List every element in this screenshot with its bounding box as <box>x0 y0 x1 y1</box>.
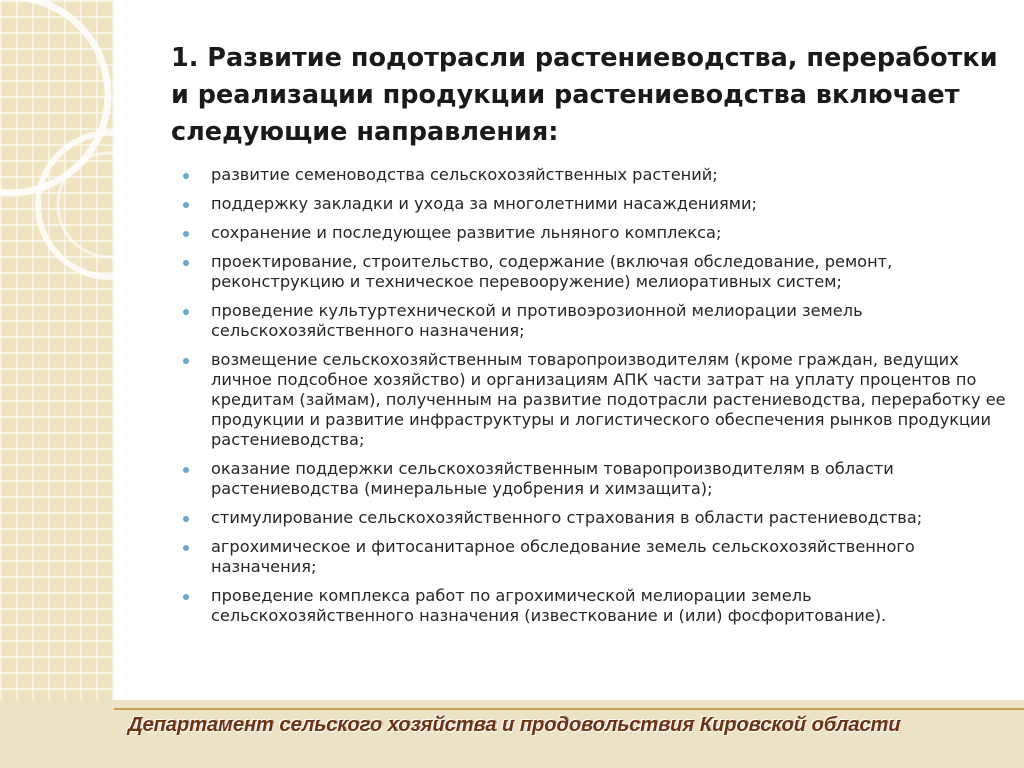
list-item-text: возмещение сельскохозяйственным товаропроизводителям (кроме граждан, ведущих личное подсобное хозяйство) и организациям АПК части затрат на уплату процентов по кредитам (займам), полученным на развитие подотрасли растениеводства, переработку ее продукции и развитие инфраструктуры и логистического обеспечения рынков продукции растениеводства; <box>211 350 1006 449</box>
bullet-icon <box>183 202 189 208</box>
list-item <box>211 223 1011 243</box>
footer-divider <box>114 708 1024 710</box>
directions-list <box>211 165 1011 635</box>
decorative-sidebar <box>0 0 116 768</box>
bullet-icon <box>183 173 189 179</box>
list-item-text: оказание поддержки сельскохозяйственным товаропроизводителям в области растениеводства (минеральные удобрения и химзащита); <box>211 459 894 498</box>
list-item <box>211 252 1011 292</box>
footer-organization: Департамент сельского хозяйства и продовольствия Кировской области <box>128 714 901 736</box>
bullet-icon <box>183 545 189 551</box>
list-item-text: проведение культуртехнической и противоэрозионной мелиорации земель сельскохозяйственного назначения; <box>211 301 863 340</box>
list-item-text: развитие семеноводства сельскохозяйственных растений; <box>211 165 718 184</box>
list-item <box>211 586 1011 626</box>
list-item-text: проектирование, строительство, содержание (включая обследование, ремонт, реконструкцию и техническое перевооружение) мелиоративных систем; <box>211 252 893 291</box>
bullet-icon <box>183 231 189 237</box>
list-item <box>211 459 1011 499</box>
slide-title: 1. Развитие подотрасли растениеводства, переработки и реализации продукции растениеводства включает следующие направления: <box>171 43 998 147</box>
bullet-icon <box>183 309 189 315</box>
bullet-icon <box>183 467 189 473</box>
list-item-text: агрохимическое и фитосанитарное обследование земель сельскохозяйственного назначения; <box>211 537 915 576</box>
list-item <box>211 537 1011 577</box>
bullet-icon <box>183 516 189 522</box>
bullet-icon <box>183 358 189 364</box>
slide-content <box>114 0 1024 700</box>
list-item-text: стимулирование сельскохозяйственного страхования в области растениеводства; <box>211 508 923 527</box>
list-item-text: проведение комплекса работ по агрохимической мелиорации земель сельскохозяйственного назначения (известкование и (или) фосфоритование). <box>211 586 887 625</box>
list-item-text: поддержку закладки и ухода за многолетними насаждениями; <box>211 194 757 213</box>
list-item <box>211 350 1011 450</box>
list-item <box>211 165 1011 185</box>
list-item <box>211 508 1011 528</box>
list-item-text: сохранение и последующее развитие льняного комплекса; <box>211 223 722 242</box>
bullet-icon <box>183 260 189 266</box>
list-item <box>211 194 1011 214</box>
bullet-icon <box>183 594 189 600</box>
decorative-rings <box>0 0 114 700</box>
list-item <box>211 301 1011 341</box>
